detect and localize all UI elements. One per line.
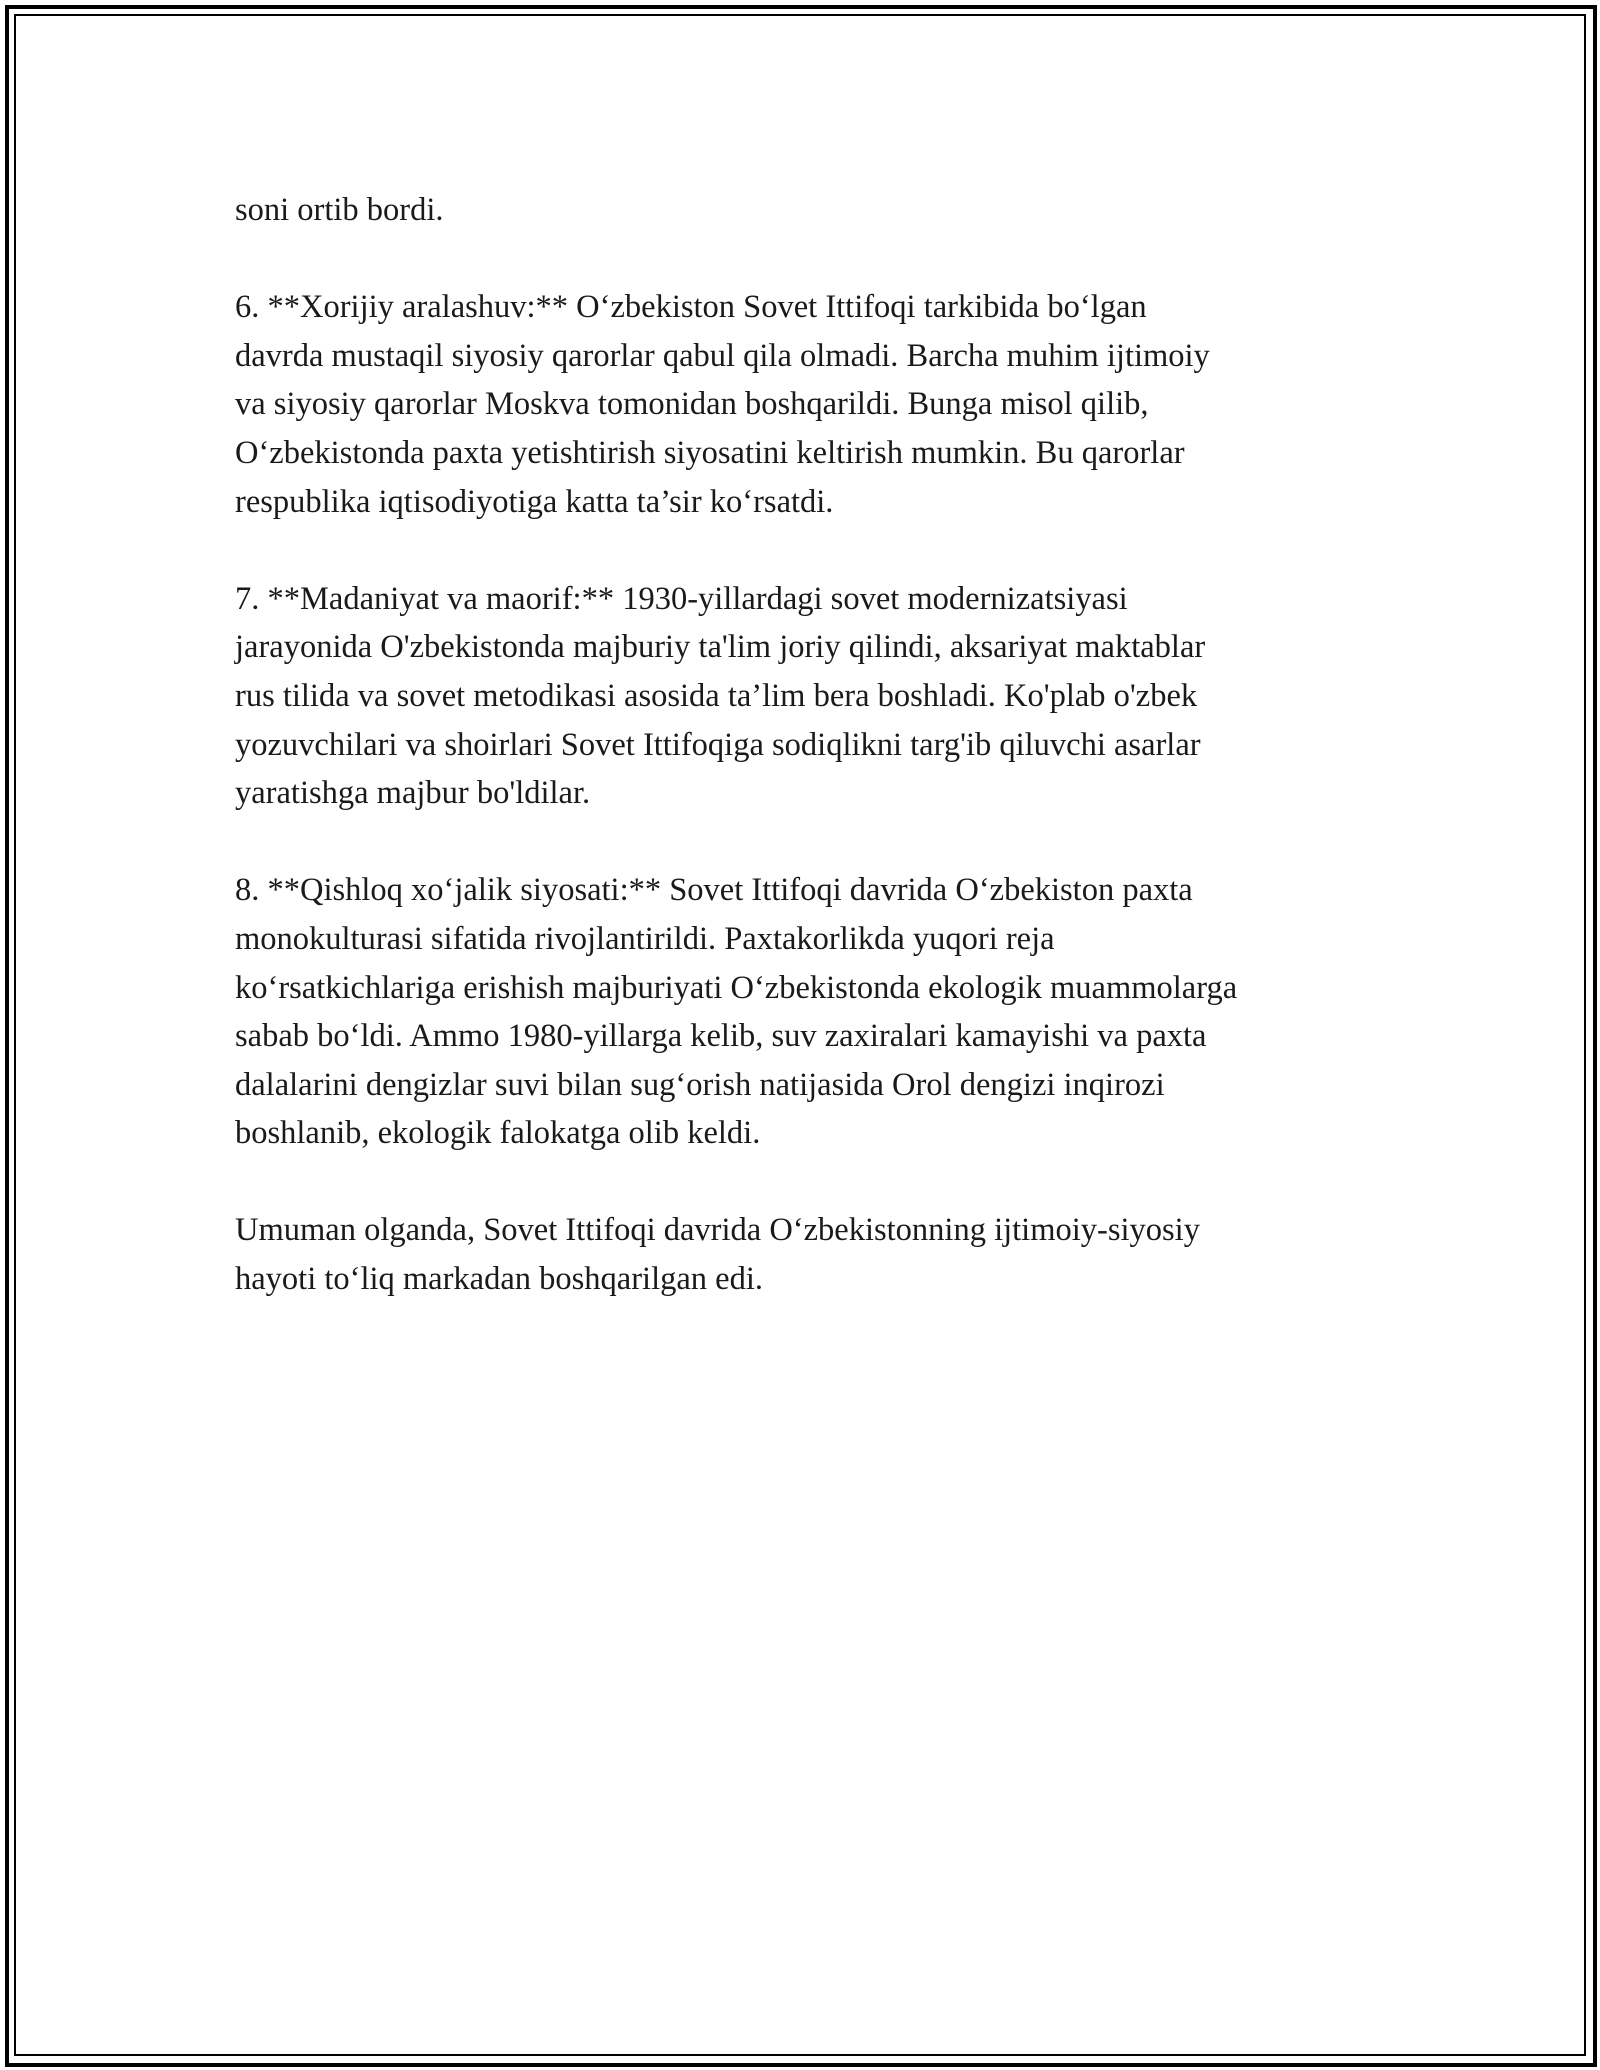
text-line: Umuman olganda, Sovet Ittifoqi davrida O‘zbekistonning ijtimoiy-siyosiy	[235, 1212, 1200, 1249]
paragraph	[235, 1206, 1375, 1303]
text-line: davrda mustaqil siyosiy qarorlar qabul qila olmadi. Barcha muhim ijtimoiy	[235, 337, 1210, 374]
text-line: O‘zbekistonda paxta yetishtirish siyosatini keltirish mumkin. Bu qarorlar	[235, 434, 1185, 471]
paragraph-spacer	[235, 818, 1375, 867]
text-line: sabab bo‘ldi. Ammo 1980-yillarga kelib, suv zaxiralari kamayishi va paxta	[235, 1018, 1207, 1055]
document-body	[235, 186, 1375, 1304]
text-line: ko‘rsatkichlariga erishish majburiyati O‘zbekistonda ekologik muammolarga	[235, 969, 1238, 1006]
paragraph-spacer	[235, 235, 1375, 284]
text-line: hayoti to‘liq markadan boshqarilgan edi.	[235, 1261, 763, 1298]
text-line: respublika iqtisodiyotiga katta ta’sir ko‘rsatdi.	[235, 483, 834, 520]
text-line: rus tilida va sovet metodikasi asosida ta’lim bera boshladi. Ko'plab o'zbek	[235, 677, 1198, 714]
paragraph-spacer	[235, 1158, 1375, 1207]
text-line: va siyosiy qarorlar Moskva tomonidan boshqarildi. Bunga misol qilib,	[235, 386, 1149, 423]
text-line: 6. **Xorijiy aralashuv:** O‘zbekiston Sovet Ittifoqi tarkibida bo‘lgan	[235, 289, 1147, 326]
text-line: yaratishga majbur bo'ldilar.	[235, 775, 591, 812]
paragraph	[235, 283, 1375, 526]
paragraph	[235, 866, 1375, 1158]
text-line: boshlanib, ekologik falokatga olib keldi.	[235, 1115, 761, 1152]
paragraph	[235, 186, 1375, 235]
text-line: monokulturasi sifatida rivojlantirildi. Paxtakorlikda yuqori reja	[235, 920, 1055, 957]
text-line: 7. **Madaniyat va maorif:** 1930-yillardagi sovet modernizatsiyasi	[235, 580, 1128, 617]
text-line: soni ortib bordi.	[235, 192, 444, 228]
text-line: yozuvchilari va shoirlari Sovet Ittifoqiga sodiqlikni targ'ib qiluvchi asarlar	[235, 726, 1201, 763]
paragraph-spacer	[235, 526, 1375, 575]
paragraph	[235, 575, 1375, 818]
text-line: dalalarini dengizlar suvi bilan sug‘orish natijasida Orol dengizi inqirozi	[235, 1066, 1165, 1103]
text-line: jarayonida O'zbekistonda majburiy ta'lim joriy qilindi, aksariyat maktablar	[235, 629, 1206, 666]
text-line: 8. **Qishloq xo‘jalik siyosati:** Sovet Ittifoqi davrida O‘zbekiston paxta	[235, 872, 1193, 909]
